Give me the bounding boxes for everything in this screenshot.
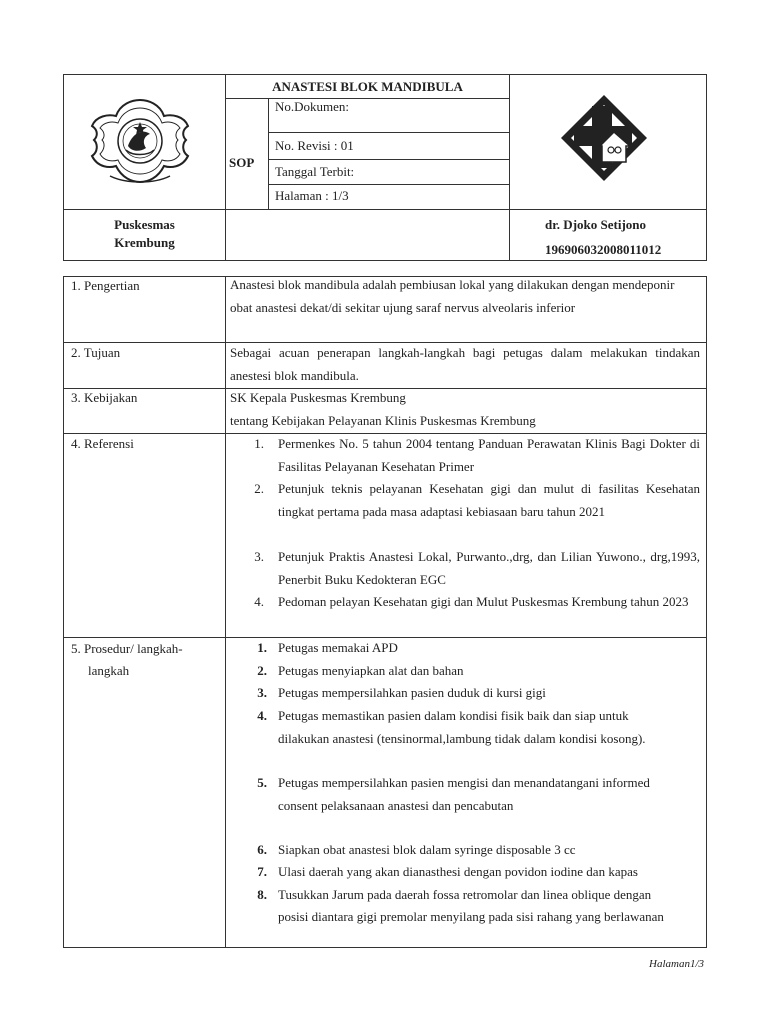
tanggal-terbit: Tanggal Terbit: [275, 164, 355, 179]
list-item-number: 3. [254, 549, 264, 564]
sop-label: SOP [229, 155, 255, 170]
section-text-tujuan: Sebagai acuan penerapan langkah-langkah bagi petugas dalam melakukan tindakan anestesi blok mandibula. [230, 345, 700, 383]
list-item-text: Petugas memastikan pasien dalam kondisi fisik baik dan siap untuk dilakukan anastesi (tensinormal,lambung tidak dalam kondisi kosong). [278, 708, 646, 746]
list-item-text: Permenkes No. 5 tahun 2004 tentang Panduan Perawatan Klinis Bagi Dokter di Fasilitas Pelayanan Kesehatan Primer [278, 436, 700, 474]
document-title: ANASTESI BLOK MANDIBULA [272, 79, 463, 94]
regency-logo [86, 96, 194, 186]
list-item-number: 8. [257, 887, 267, 902]
list-item-text: Petugas menyiapkan alat dan bahan [278, 663, 464, 678]
list-item-text: Petunjuk teknis pelayanan Kesehatan gigi dan mulut di fasilitas Kesehatan tingkat pertama pada masa adaptasi kebiasaan baru tahun 2021 [278, 481, 700, 519]
kebijakan-line1: SK Kepala Puskesmas Krembung [230, 390, 406, 405]
list-item-number: 7. [257, 864, 267, 879]
list-item-text: Petunjuk Praktis Anastesi Lokal, Purwanto.,drg, dan Lilian Yuwono., drg,1993, Penerbit Buku Kedokteran EGC [278, 549, 700, 587]
list-item-number: 6. [257, 842, 267, 857]
list-item-number: 4. [254, 594, 264, 609]
puskesmas-logo [558, 92, 650, 184]
list-item-number: 2. [257, 663, 267, 678]
signer-name: dr. Djoko Setijono [545, 217, 647, 232]
kebijakan-line2: tentang Kebijakan Pelayanan Klinis Puskesmas Krembung [230, 413, 536, 428]
list-item-text: Tusukkan Jarum pada daerah fossa retromolar dan linea oblique dengan posisi diantara gigi premolar menyilang pada sisi rahang yang berlawanan [278, 887, 664, 924]
list-item-text: Petugas memakai APD [278, 640, 398, 655]
list-item-text: Petugas mempersilahkan pasien duduk di kursi gigi [278, 685, 546, 700]
org-name-line2: Krembung [114, 235, 175, 250]
section-label-referensi: 4. Referensi [71, 436, 134, 451]
no-revisi: No. Revisi : 01 [275, 138, 354, 153]
signer-nip: 196906032008011012 [545, 242, 662, 257]
list-item-number: 3. [257, 685, 267, 700]
list-item-number: 5. [257, 775, 267, 790]
section-label-pengertian: 1. Pengertian [71, 278, 140, 293]
page-number: Halaman1/3 [649, 958, 704, 970]
no-dokumen: No.Dokumen: [275, 99, 350, 114]
list-item-number: 4. [257, 708, 267, 723]
list-item-number: 2. [254, 481, 264, 496]
halaman: Halaman : 1/3 [275, 188, 349, 203]
org-name-line1: Puskesmas [114, 217, 175, 232]
list-item-text: Pedoman pelayan Kesehatan gigi dan Mulut Puskesmas Krembung tahun 2023 [278, 594, 689, 609]
section-text-pengertian: Anastesi blok mandibula adalah pembiusan lokal yang dilakukan dengan mendeponir obat anastesi dekat/di sekitar ujung saraf nervus alveolaris inferior [230, 277, 675, 315]
section-label-prosedur-cont: langkah [88, 663, 130, 678]
section-label-kebijakan: 3. Kebijakan [71, 390, 138, 405]
list-item-number: 1. [257, 640, 267, 655]
list-item-text: Siapkan obat anastesi blok dalam syringe disposable 3 cc [278, 842, 576, 857]
list-item-text: Petugas mempersilahkan pasien mengisi dan menandatangani informed consent pelaksanaan anastesi dan pencabutan [278, 775, 650, 813]
list-item-text: Ulasi daerah yang akan dianasthesi dengan povidon iodine dan kapas [278, 864, 638, 879]
section-label-prosedur: 5. Prosedur/ langkah- [71, 641, 183, 656]
list-item-number: 1. [254, 436, 264, 451]
section-label-tujuan: 2. Tujuan [71, 345, 121, 360]
